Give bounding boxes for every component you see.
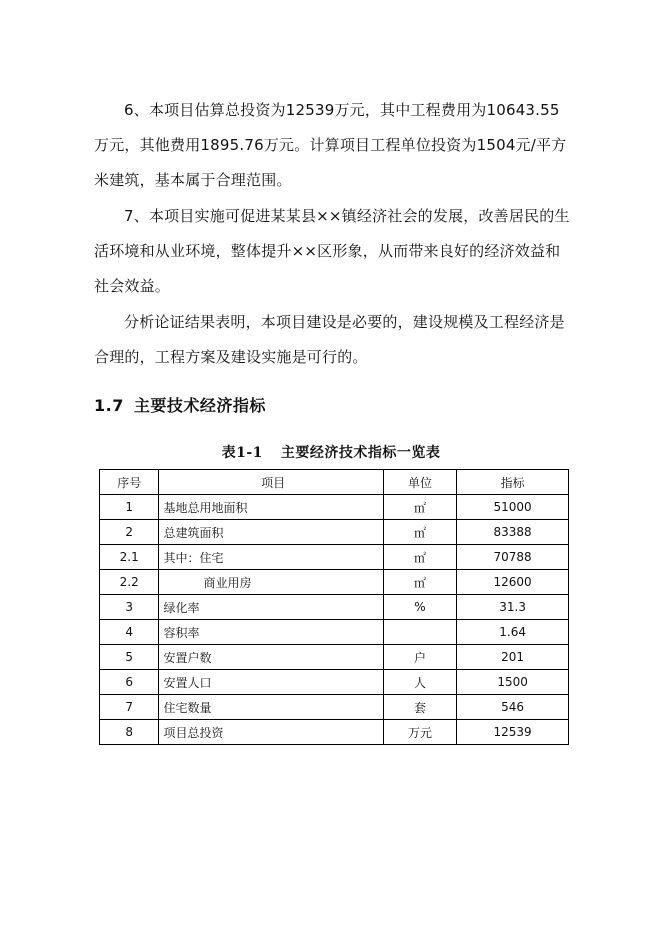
cell-value: 51000 xyxy=(457,495,569,520)
cell-unit: 套 xyxy=(383,695,456,720)
cell-item: 容积率 xyxy=(159,620,383,645)
cell-value: 12600 xyxy=(457,570,569,595)
table-header-row xyxy=(100,470,569,495)
cell-value: 83388 xyxy=(457,520,569,545)
header-item: 项目 xyxy=(159,470,383,495)
cell-seq: 2.1 xyxy=(100,545,159,570)
paragraph-social-benefit: 7、本项目实施可促进某某县××镇经济社会的发展，改善居民的生活环境和从业环境，整体提升××区形象，从而带来良好的经济效益和社会效益。 xyxy=(94,207,570,295)
cell-seq: 2.2 xyxy=(100,570,159,595)
cell-value: 1500 xyxy=(457,670,569,695)
table-row xyxy=(100,495,569,520)
cell-seq: 7 xyxy=(100,695,159,720)
cell-unit xyxy=(383,620,456,645)
cell-unit: ㎡ xyxy=(383,520,456,545)
cell-unit: % xyxy=(383,595,456,620)
table-row xyxy=(100,520,569,545)
table-row xyxy=(100,545,569,570)
cell-value: 12539 xyxy=(457,720,569,745)
cell-seq: 2 xyxy=(100,520,159,545)
table-row xyxy=(100,595,569,620)
cell-item: 安置人口 xyxy=(159,670,383,695)
table-row xyxy=(100,695,569,720)
paragraph-investment-summary: 6、本项目估算总投资为12539万元，其中工程费用为10643.55万元，其他费用1895.76万元。计算项目工程单位投资为1504元/平方米建筑，基本属于合理范围。 xyxy=(94,101,567,189)
cell-unit: ㎡ xyxy=(383,495,456,520)
table-row xyxy=(100,670,569,695)
cell-seq: 4 xyxy=(100,620,159,645)
cell-unit: 万元 xyxy=(383,720,456,745)
cell-seq: 1 xyxy=(100,495,159,520)
header-unit: 单位 xyxy=(383,470,456,495)
paragraph-conclusion: 分析论证结果表明，本项目建设是必要的，建设规模及工程经济是合理的，工程方案及建设实施是可行的。 xyxy=(94,313,565,366)
cell-value: 1.64 xyxy=(457,620,569,645)
cell-value: 70788 xyxy=(457,545,569,570)
cell-item: 项目总投资 xyxy=(159,720,383,745)
cell-unit: ㎡ xyxy=(383,570,456,595)
header-seq: 序号 xyxy=(100,470,159,495)
table-row xyxy=(100,720,569,745)
cell-item: 其中：住宅 xyxy=(159,545,383,570)
header-value: 指标 xyxy=(457,470,569,495)
cell-seq: 8 xyxy=(100,720,159,745)
section-title: 主要技术经济指标 xyxy=(133,396,266,415)
cell-item: 绿化率 xyxy=(159,595,383,620)
cell-unit: 户 xyxy=(383,645,456,670)
table-caption-title: 主要经济技术指标一览表 xyxy=(280,445,441,461)
indicators-table xyxy=(99,469,569,745)
table-row xyxy=(100,620,569,645)
cell-seq: 5 xyxy=(100,645,159,670)
table-caption-number: 表1-1 xyxy=(221,445,263,461)
cell-value: 546 xyxy=(457,695,569,720)
cell-item: 基地总用地面积 xyxy=(159,495,383,520)
cell-unit: 人 xyxy=(383,670,456,695)
table-caption xyxy=(0,442,662,462)
cell-unit: ㎡ xyxy=(383,545,456,570)
cell-item: 安置户数 xyxy=(159,645,383,670)
cell-item: 住宅数量 xyxy=(159,695,383,720)
cell-seq: 3 xyxy=(100,595,159,620)
cell-value: 201 xyxy=(457,645,569,670)
cell-value: 31.3 xyxy=(457,595,569,620)
table-row xyxy=(100,570,569,595)
cell-seq: 6 xyxy=(100,670,159,695)
table-row xyxy=(100,645,569,670)
section-heading xyxy=(94,393,266,416)
cell-item: 商业用房 xyxy=(159,570,383,595)
section-number: 1.7 xyxy=(94,396,124,415)
cell-item: 总建筑面积 xyxy=(159,520,383,545)
